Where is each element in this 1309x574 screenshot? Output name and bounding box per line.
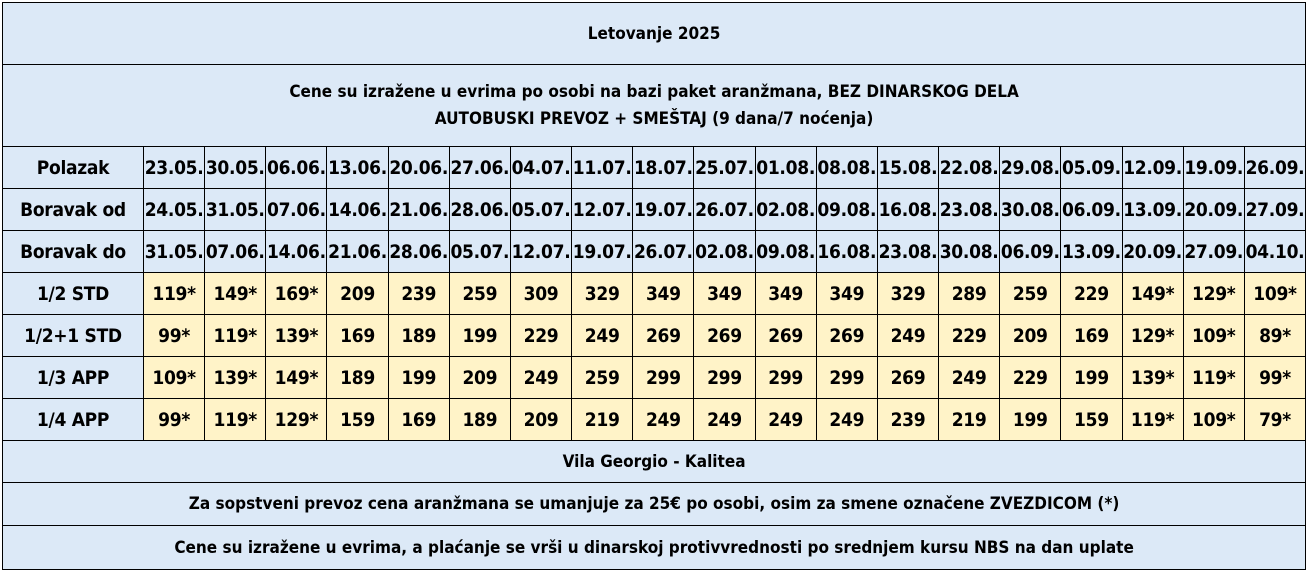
price-cell: 199 [1061, 357, 1122, 399]
row-label: 1/3 APP [3, 357, 144, 399]
price-cell: 229 [510, 315, 571, 357]
price-cell: 169* [266, 273, 327, 315]
date-cell: 13.09. [1122, 189, 1183, 231]
price-cell: 259 [1000, 273, 1061, 315]
price-cell: 169 [1061, 315, 1122, 357]
subtitle-line-transport: AUTOBUSKI PREVOZ + SMEŠTAJ (9 dana/7 noćenja) [434, 108, 874, 129]
price-cell: 99* [144, 399, 205, 441]
date-cell: 06.09. [1061, 189, 1122, 231]
price-cell: 139* [205, 357, 266, 399]
price-cell: 239 [877, 399, 938, 441]
villa-name: Vila Georgio - Kalitea [3, 441, 1306, 483]
date-cell: 13.06. [327, 147, 388, 189]
date-cell: 01.08. [755, 147, 816, 189]
price-cell: 129* [1122, 315, 1183, 357]
price-row [3, 273, 1306, 315]
price-cell: 249 [755, 399, 816, 441]
price-cell: 229 [1000, 357, 1061, 399]
price-cell: 259 [449, 273, 510, 315]
price-cell: 219 [939, 399, 1000, 441]
date-cell: 07.06. [205, 231, 266, 273]
transport-note: Za sopstveni prevoz cena aranžmana se umanjuje za 25€ po osobi, osim za smene označene ZVEZDICOM (*) [3, 483, 1306, 526]
price-cell: 329 [877, 273, 938, 315]
date-cell: 16.08. [877, 189, 938, 231]
price-cell: 269 [877, 357, 938, 399]
price-cell: 269 [755, 315, 816, 357]
date-cell: 28.06. [388, 231, 449, 273]
price-cell: 249 [939, 357, 1000, 399]
price-cell: 189 [327, 357, 388, 399]
date-cell: 25.07. [694, 147, 755, 189]
price-cell: 209 [510, 399, 571, 441]
row-label: 1/2 STD [3, 273, 144, 315]
date-cell: 19.07. [633, 189, 694, 231]
price-cell: 229 [939, 315, 1000, 357]
price-cell: 329 [572, 273, 633, 315]
date-cell: 12.09. [1122, 147, 1183, 189]
date-cell: 04.07. [510, 147, 571, 189]
price-cell: 199 [388, 357, 449, 399]
date-cell: 28.06. [449, 189, 510, 231]
price-cell: 209 [1000, 315, 1061, 357]
date-cell: 26.07. [633, 231, 694, 273]
date-cell: 27.06. [449, 147, 510, 189]
price-cell: 209 [449, 357, 510, 399]
date-cell: 27.09. [1183, 231, 1244, 273]
date-row [3, 147, 1306, 189]
row-label: 1/2+1 STD [3, 315, 144, 357]
date-cell: 20.09. [1183, 189, 1244, 231]
price-cell: 169 [327, 315, 388, 357]
price-cell: 159 [1061, 399, 1122, 441]
price-cell: 219 [572, 399, 633, 441]
date-cell: 23.05. [144, 147, 205, 189]
date-cell: 21.06. [327, 231, 388, 273]
price-cell: 239 [388, 273, 449, 315]
price-cell: 149* [1122, 273, 1183, 315]
date-row [3, 231, 1306, 273]
price-cell: 249 [816, 399, 877, 441]
date-cell: 24.05. [144, 189, 205, 231]
date-cell: 04.10. [1244, 231, 1305, 273]
transport-note-row [3, 483, 1306, 526]
date-cell: 08.08. [816, 147, 877, 189]
date-cell: 29.08. [1000, 147, 1061, 189]
date-cell: 13.09. [1061, 231, 1122, 273]
price-cell: 119* [205, 315, 266, 357]
date-cell: 31.05. [205, 189, 266, 231]
title-row [3, 3, 1306, 65]
date-cell: 20.09. [1122, 231, 1183, 273]
date-cell: 06.06. [266, 147, 327, 189]
price-cell: 269 [816, 315, 877, 357]
date-cell: 26.09. [1244, 147, 1305, 189]
price-cell: 149* [266, 357, 327, 399]
date-cell: 12.07. [510, 231, 571, 273]
price-cell: 249 [633, 399, 694, 441]
price-cell: 99* [1244, 357, 1305, 399]
row-label: Boravak od [3, 189, 144, 231]
villa-row [3, 441, 1306, 483]
date-cell: 26.07. [694, 189, 755, 231]
date-cell: 14.06. [266, 231, 327, 273]
date-cell: 16.08. [816, 231, 877, 273]
date-cell: 19.09. [1183, 147, 1244, 189]
price-cell: 199 [1000, 399, 1061, 441]
payment-note: Cene su izražene u evrima, a plaćanje se vrši u dinarskoj protivvrednosti po srednjem kursu NBS na dan uplate [3, 526, 1306, 570]
price-cell: 159 [327, 399, 388, 441]
price-cell: 169 [388, 399, 449, 441]
payment-note-row [3, 526, 1306, 570]
price-cell: 199 [449, 315, 510, 357]
date-cell: 31.05. [144, 231, 205, 273]
price-cell: 299 [816, 357, 877, 399]
subtitle-line-pricing: Cene su izražene u evrima po osobi na bazi paket aranžmana, BEZ DINARSKOG DELA [289, 81, 1019, 102]
date-cell: 02.08. [755, 189, 816, 231]
date-cell: 19.07. [572, 231, 633, 273]
table-subtitle [3, 65, 1306, 147]
date-cell: 30.05. [205, 147, 266, 189]
price-cell: 129* [1183, 273, 1244, 315]
price-cell: 119* [205, 399, 266, 441]
price-cell: 349 [633, 273, 694, 315]
date-cell: 06.09. [1000, 231, 1061, 273]
subtitle-row [3, 65, 1306, 147]
price-cell: 269 [694, 315, 755, 357]
date-cell: 20.06. [388, 147, 449, 189]
date-cell: 09.08. [755, 231, 816, 273]
price-cell: 119* [1183, 357, 1244, 399]
date-cell: 23.08. [939, 189, 1000, 231]
date-cell: 15.08. [877, 147, 938, 189]
price-cell: 249 [510, 357, 571, 399]
price-cell: 259 [572, 357, 633, 399]
price-cell: 299 [755, 357, 816, 399]
date-cell: 07.06. [266, 189, 327, 231]
price-cell: 109* [1183, 399, 1244, 441]
price-cell: 309 [510, 273, 571, 315]
date-cell: 22.08. [939, 147, 1000, 189]
price-cell: 119* [144, 273, 205, 315]
date-cell: 05.09. [1061, 147, 1122, 189]
price-cell: 209 [327, 273, 388, 315]
row-label: Boravak do [3, 231, 144, 273]
price-cell: 299 [633, 357, 694, 399]
price-cell: 189 [388, 315, 449, 357]
price-cell: 139* [1122, 357, 1183, 399]
price-cell: 349 [694, 273, 755, 315]
price-cell: 299 [694, 357, 755, 399]
price-row [3, 315, 1306, 357]
date-cell: 12.07. [572, 189, 633, 231]
table-title: Letovanje 2025 [3, 3, 1306, 65]
date-cell: 05.07. [449, 231, 510, 273]
price-cell: 349 [755, 273, 816, 315]
date-cell: 02.08. [694, 231, 755, 273]
date-cell: 11.07. [572, 147, 633, 189]
price-cell: 249 [694, 399, 755, 441]
date-cell: 30.08. [1000, 189, 1061, 231]
date-cell: 14.06. [327, 189, 388, 231]
price-row [3, 357, 1306, 399]
date-cell: 21.06. [388, 189, 449, 231]
date-cell: 23.08. [877, 231, 938, 273]
date-cell: 27.09. [1244, 189, 1305, 231]
price-cell: 89* [1244, 315, 1305, 357]
price-cell: 109* [1244, 273, 1305, 315]
price-cell: 139* [266, 315, 327, 357]
date-row [3, 189, 1306, 231]
price-cell: 269 [633, 315, 694, 357]
price-cell: 99* [144, 315, 205, 357]
price-cell: 119* [1122, 399, 1183, 441]
price-table [2, 2, 1306, 570]
price-cell: 79* [1244, 399, 1305, 441]
price-cell: 109* [144, 357, 205, 399]
row-label: 1/4 APP [3, 399, 144, 441]
date-cell: 09.08. [816, 189, 877, 231]
price-cell: 229 [1061, 273, 1122, 315]
price-cell: 349 [816, 273, 877, 315]
price-row [3, 399, 1306, 441]
price-cell: 189 [449, 399, 510, 441]
price-cell: 129* [266, 399, 327, 441]
price-cell: 249 [877, 315, 938, 357]
price-cell: 109* [1183, 315, 1244, 357]
date-cell: 30.08. [939, 231, 1000, 273]
date-cell: 05.07. [510, 189, 571, 231]
row-label: Polazak [3, 147, 144, 189]
price-cell: 249 [572, 315, 633, 357]
price-cell: 149* [205, 273, 266, 315]
price-cell: 289 [939, 273, 1000, 315]
date-cell: 18.07. [633, 147, 694, 189]
